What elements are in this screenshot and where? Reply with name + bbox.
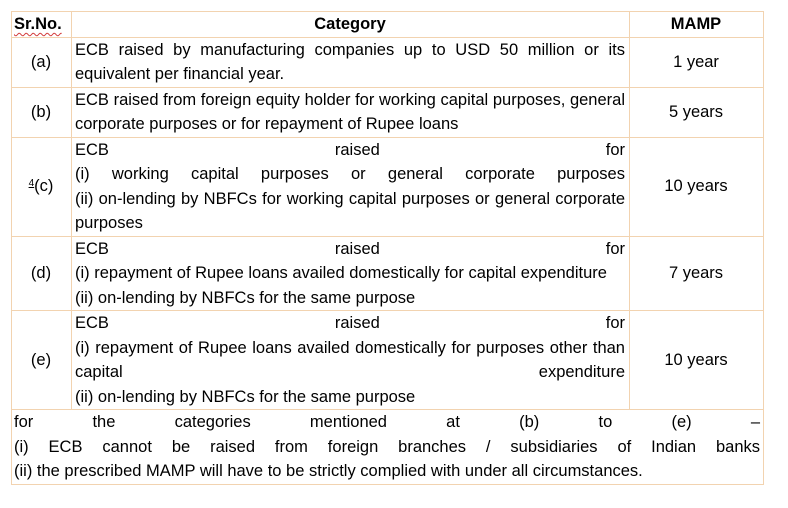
mamp-column-header: MAMP <box>630 12 764 38</box>
sr-number-cell <box>12 37 72 87</box>
footnote-item: (ii) the prescribed MAMP will have to be strictly complied with under all circumstances. <box>14 462 643 480</box>
category-column-header: Category <box>72 12 630 38</box>
mamp-cell: 10 years <box>630 311 764 410</box>
category-text: ECB raised by manufacturing companies up to USD 50 million or its equivalent per financial year. <box>75 40 625 83</box>
category-text: ECB raised for <box>75 140 625 159</box>
sr-number-cell <box>12 87 72 137</box>
table-row <box>12 137 764 236</box>
category-cell <box>72 87 630 137</box>
mamp-cell: 5 years <box>630 87 764 137</box>
category-subitem: (ii) on-lending by NBFCs for the same purpose <box>75 387 416 406</box>
category-subitem: (i) repayment of Rupee loans availed domestically for purposes other than capital expenditure <box>75 338 625 381</box>
sr-number: (b) <box>30 102 52 121</box>
category-subitem: (i) repayment of Rupee loans availed domestically for capital expenditure <box>75 264 607 282</box>
category-cell <box>72 311 630 410</box>
footnote-cell <box>12 410 764 485</box>
category-cell <box>72 236 630 311</box>
srno-column-header: Sr.No. <box>12 12 72 38</box>
category-subitem: (ii) on-lending by NBFCs for working capital purposes or general corporate purposes <box>75 189 625 232</box>
table-row <box>12 311 764 410</box>
mamp-table <box>11 11 764 485</box>
sr-number: (c) <box>34 177 54 196</box>
footnote-row <box>12 410 764 485</box>
table-row <box>12 37 764 87</box>
category-subitem: (i) working capital purposes or general corporate purposes <box>75 165 625 183</box>
sr-number-cell <box>12 311 72 410</box>
category-text: ECB raised for <box>75 239 625 258</box>
sr-number: (a) <box>30 52 52 71</box>
sr-number: (d) <box>30 264 52 282</box>
category-cell <box>72 37 630 87</box>
category-subitem: (ii) on-lending by NBFCs for the same purpose <box>75 288 416 307</box>
sr-number: (e) <box>30 350 52 369</box>
sr-number-cell <box>12 236 72 311</box>
document-page <box>11 11 763 485</box>
mamp-cell: 1 year <box>630 37 764 87</box>
table-row <box>12 87 764 137</box>
category-text: ECB raised from foreign equity holder for working capital purposes, general corporate purposes or for repayment of Rupee loans <box>75 90 625 133</box>
footnote-marker: 4 <box>28 178 35 190</box>
footnote-intro: for the categories mentioned at (b) to (e) – <box>14 413 760 431</box>
footnote-item: (i) ECB cannot be raised from foreign branches / subsidiaries of Indian banks <box>14 437 760 456</box>
category-text: ECB raised for <box>75 314 625 332</box>
table-header-row <box>12 12 764 38</box>
mamp-cell: 7 years <box>630 236 764 311</box>
mamp-cell: 10 years <box>630 137 764 236</box>
category-cell <box>72 137 630 236</box>
sr-number-cell <box>12 137 72 236</box>
table-row <box>12 236 764 311</box>
